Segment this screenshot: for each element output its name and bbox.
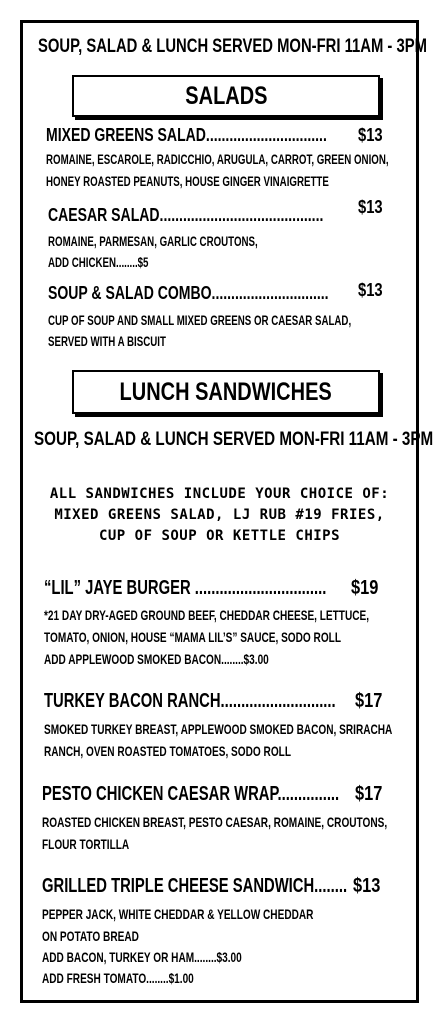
item-price: $13 bbox=[358, 197, 383, 217]
item-description: ROMAINE, PARMESAN, GARLIC CROUTONS, bbox=[48, 234, 258, 249]
item-price: $13 bbox=[353, 875, 381, 897]
salad-item-title-row bbox=[46, 125, 406, 146]
note-line: CUP OF SOUP OR KETTLE CHIPS bbox=[98, 528, 341, 544]
item-description: ON POTATO BREAD bbox=[42, 928, 139, 944]
note-line: ALL SANDWICHES INCLUDE YOUR CHOICE OF: bbox=[49, 486, 390, 502]
item-title: “LIL” JAYE BURGER ................................ bbox=[44, 577, 327, 599]
item-description: *21 DAY DRY-AGED GROUND BEEF, CHEDDAR CHEESE, LETTUCE, bbox=[44, 607, 370, 623]
salad-item-title-row bbox=[48, 205, 401, 226]
item-title: PESTO CHICKEN CAESAR WRAP............... bbox=[42, 783, 340, 805]
item-price: $13 bbox=[358, 280, 383, 300]
item-description: FLOUR TORTILLA bbox=[42, 836, 130, 852]
item-title: MIXED GREENS SALAD............................... bbox=[46, 125, 327, 145]
item-description: ROASTED CHICKEN BREAST, PESTO CAESAR, ROMAINE, CROUTONS, bbox=[42, 814, 388, 830]
item-description: PEPPER JACK, WHITE CHEDDAR & YELLOW CHEDDAR bbox=[42, 906, 314, 922]
hours-line-top bbox=[38, 36, 445, 58]
item-description: ROMAINE, ESCAROLE, RADICCHIO, ARUGULA, CARROT, GREEN ONION, bbox=[46, 152, 389, 167]
salad-item-title-row bbox=[48, 283, 408, 304]
item-description: SMOKED TURKEY BREAST, APPLEWOOD SMOKED BACON, SRIRACHA bbox=[44, 721, 393, 737]
item-title: TURKEY BACON RANCH............................ bbox=[44, 690, 336, 712]
hours-text: SOUP, SALAD & LUNCH SERVED MON-FRI 11AM - 3PM bbox=[38, 36, 427, 57]
lunch-heading-banner bbox=[72, 370, 380, 414]
salads-heading-banner bbox=[72, 75, 380, 117]
item-description: SERVED WITH A BISCUIT bbox=[48, 334, 166, 349]
sandwich-sides-note bbox=[20, 484, 419, 547]
item-title: CAESAR SALAD.......................................... bbox=[48, 205, 324, 225]
item-price: $17 bbox=[355, 783, 383, 805]
item-price: $17 bbox=[355, 690, 383, 712]
item-description: ADD CHICKEN........$5 bbox=[48, 255, 149, 270]
item-description: ADD FRESH TOMATO........$1.00 bbox=[42, 970, 194, 986]
item-description: RANCH, OVEN ROASTED TOMATOES, SODO ROLL bbox=[44, 743, 291, 759]
hours-text: SOUP, SALAD & LUNCH SERVED MON-FRI 11AM - 3PM bbox=[34, 428, 434, 450]
lunch-heading: LUNCH SANDWICHES bbox=[119, 378, 333, 406]
hours-line-lunch bbox=[34, 428, 445, 451]
item-description: ADD BACON, TURKEY OR HAM........$3.00 bbox=[42, 949, 242, 965]
item-description: TOMATO, ONION, HOUSE “MAMA LIL’S” SAUCE, SODO ROLL bbox=[44, 629, 341, 645]
item-price: $13 bbox=[358, 125, 383, 145]
item-description: ADD APPLEWOOD SMOKED BACON........$3.00 bbox=[44, 651, 269, 667]
item-title: SOUP & SALAD COMBO.............................. bbox=[48, 283, 329, 303]
item-description: CUP OF SOUP AND SMALL MIXED GREENS OR CAESAR SALAD, bbox=[48, 313, 352, 328]
item-title: GRILLED TRIPLE CHEESE SANDWICH........ bbox=[42, 875, 348, 897]
note-line: MIXED GREENS SALAD, LJ RUB #19 FRIES, bbox=[54, 507, 385, 523]
item-price: $19 bbox=[351, 577, 379, 599]
salads-heading: SALADS bbox=[184, 82, 268, 110]
item-description: HONEY ROASTED PEANUTS, HOUSE GINGER VINAIGRETTE bbox=[46, 174, 329, 189]
